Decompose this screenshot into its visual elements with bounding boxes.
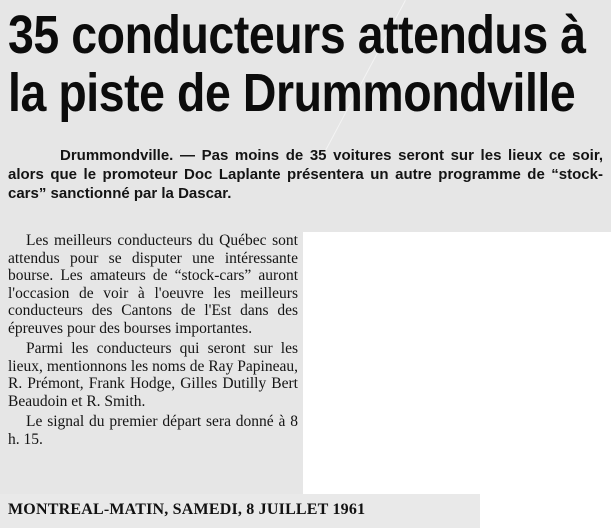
headline-line-1: 35 conducteurs attendus à [8, 5, 586, 65]
body-paragraph-3: Le signal du premier départ sera donné à 8 h. 15. [8, 413, 298, 448]
body-paragraph-2: Parmi les conducteurs qui seront sur les lieux, mentionnons les noms de Ray Papineau, R. Prémont, Frank Hodge, Gilles Dutilly Bert Beaudoin et R. Smith. [8, 340, 298, 410]
headline-line-2: la piste de Drummondville [8, 63, 576, 123]
publication-dateline: MONTREAL-MATIN, SAMEDI, 8 JUILLET 1961 [8, 501, 366, 518]
article-body [8, 232, 298, 451]
headline [8, 5, 586, 123]
lede-paragraph: Drummondville. — Pas moins de 35 voitures seront sur les lieux ce soir, alors que le promoteur Doc Laplante présentera un autre programme de “stock-cars” sanctionné par la Dascar. [8, 147, 603, 202]
body-paragraph-1: Les meilleurs conducteurs du Québec sont attendus pour se disputer une intéressante bourse. Les amateurs de “stock-cars” auront l'occasion de voir à l'oeuvre les meilleurs conducteurs des Cantons de l'Est dans des épreuves pour des bourses importantes. [8, 232, 298, 337]
